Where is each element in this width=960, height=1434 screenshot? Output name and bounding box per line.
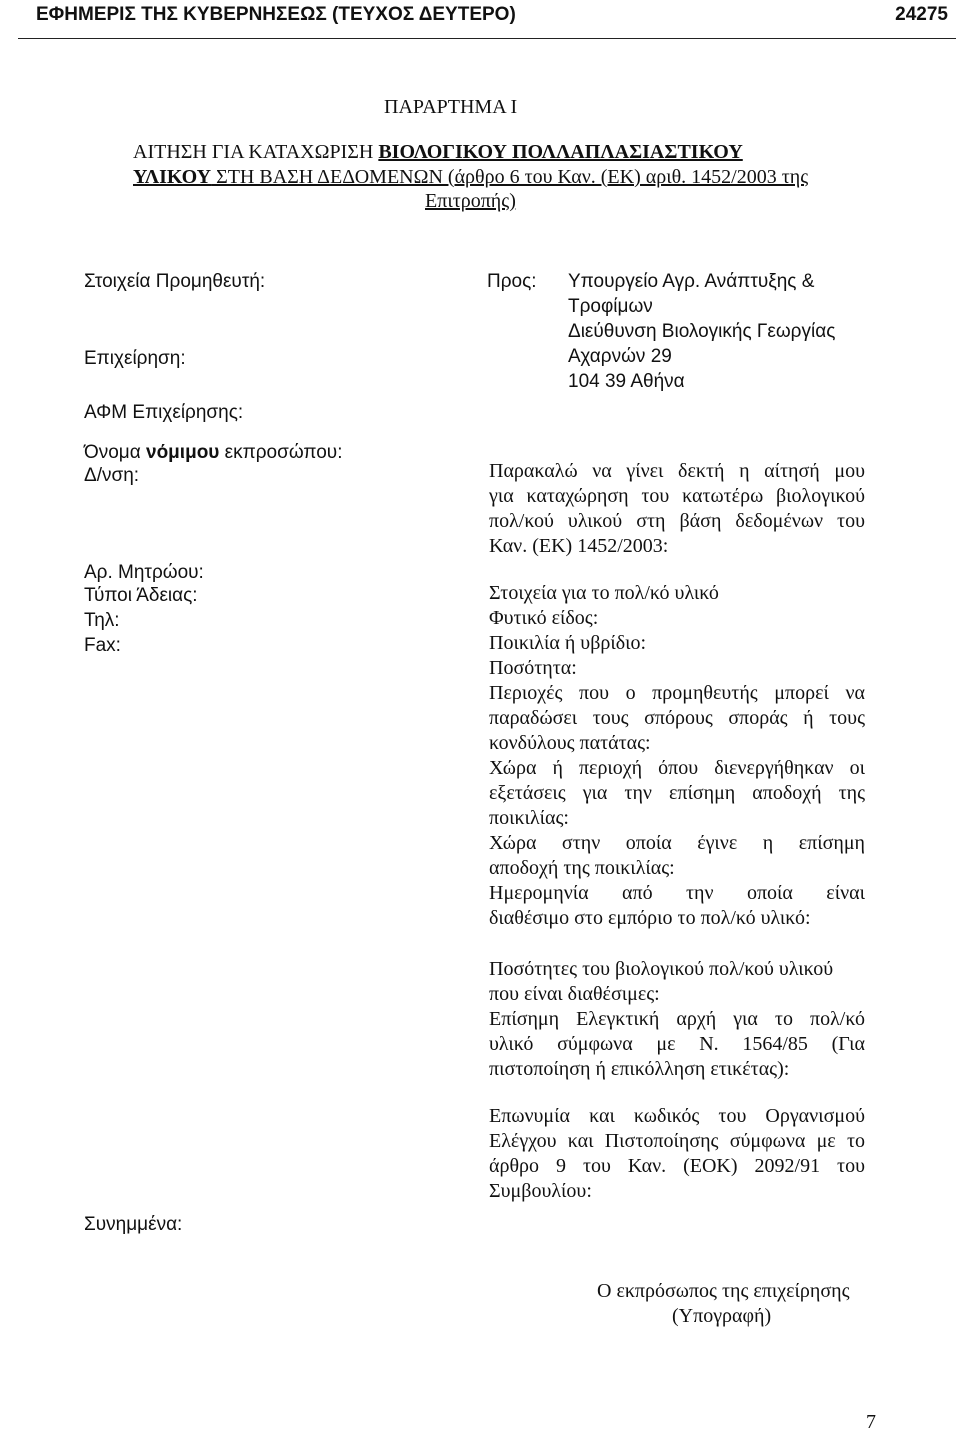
heading-emphasis: ΒΙΟΛΟΓΙΚΟΥ ΠΟΛΛΑΠΛΑΣΙΑΣΤΙΚΟΥ [378,141,743,163]
business-label: Επιχείρηση: [84,348,186,369]
recipient-line1: Υπουργείο Αγρ. Ανάπτυξης & [568,271,815,292]
date-line1: Ημερομηνία από την οποία είναι [489,882,865,904]
tests-line1: Χώρα ή περιοχή όπου διενεργήθηκαν οι [489,757,865,779]
supplier-heading: Στοιχεία Προμηθευτή: [84,271,266,292]
recipient-line2: Τροφίμων [568,296,653,317]
annex-heading-line2 [133,165,808,189]
annex-title: ΠΑΡΑΡΤΗΜΑ Ι [384,96,518,118]
fax-label: Fax: [84,635,121,656]
annex-heading-line3: Επιτροπής) [425,190,516,212]
control-body-line4: Συμβουλίου: [489,1180,592,1202]
control-body-line1: Επωνυμία και κωδικός του Οργανισμού [489,1105,865,1127]
license-types-label: Τύποι Άδειας: [84,585,198,606]
footer-mark: 7 [866,1411,876,1433]
material-heading: Στοιχεία για το πολ/κό υλικό [489,582,719,604]
header-rule [18,38,956,39]
rep-suffix: εκπροσώπου: [219,442,343,463]
regions-line3: κονδύλους πατάτας: [489,732,651,754]
signature-line1: Ο εκπρόσωπος της επιχείρησης [597,1280,850,1302]
representative-label [84,441,342,465]
regions-line2: παραδώσει τους σπόρους σποράς ή τους [489,707,865,729]
signature-line2: (Υπογραφή) [672,1305,772,1327]
tests-line3: ποικιλίας: [489,807,569,829]
request-line2: για καταχώρηση του κατωτέρω βιολογικού [489,485,865,507]
gazette-title: ΕΦΗΜΕΡΙΣ ΤΗΣ ΚΥΒΕΡΝΗΣΕΩΣ (ΤΕΥΧΟΣ ΔΕΥΤΕΡΟ) [36,4,516,25]
vat-label: ΑΦΜ Επιχείρησης: [84,402,244,423]
regions-line1: Περιοχές που ο προμηθευτής μπορεί να [489,682,865,704]
phone-label: Τηλ: [84,610,120,631]
rep-prefix: Όνομα [84,442,146,463]
request-line1: Παρακαλώ να γίνει δεκτή η αίτησή μου [489,460,865,482]
acceptance-line1: Χώρα στην οποία έγινε η επίσημη [489,832,865,854]
rep-bold: νόμιμου [146,442,220,463]
availability-line4: υλικό σύμφωνα με Ν. 1564/85 (Για [489,1033,865,1055]
control-body-line3: άρθρο 9 του Καν. (ΕΟΚ) 2092/91 του [489,1155,865,1177]
recipient-line4: Αχαρνών 29 [568,346,672,367]
heading-part: ΑΙΤΗΣΗ ΓΙΑ ΚΑΤΑΧΩΡΙΣΗ [133,141,379,163]
address-label: Δ/νση: [84,465,140,486]
control-body-line2: Ελέγχου και Πιστοποίησης σύμφωνα με το [489,1130,865,1152]
availability-line2: που είναι διαθέσιμες: [489,983,660,1005]
quantity-label: Ποσότητα: [489,657,577,679]
recipient-line3: Διεύθυνση Βιολογικής Γεωργίας [568,321,836,342]
availability-line5: πιστοποίηση ή επικόλληση ετικέτας): [489,1058,790,1080]
reg-no-label: Αρ. Μητρώου: [84,562,204,583]
to-label: Προς: [487,271,537,292]
recipient-line5: 104 39 Αθήνα [568,371,685,392]
date-line2: διαθέσιμο στο εμπόριο το πολ/κό υλικό: [489,907,811,929]
request-line4: Καν. (ΕΚ) 1452/2003: [489,535,669,557]
annex-heading-line1 [133,140,743,164]
availability-line3: Επίσημη Ελεγκτική αρχή για το πολ/κό [489,1008,865,1030]
species-label: Φυτικό είδος: [489,607,599,629]
request-line3: πολ/κού υλικού στη βάση δεδομένων του [489,510,865,532]
acceptance-line2: αποδοχή της ποικιλίας: [489,857,675,879]
variety-label: Ποικιλία ή υβρίδιο: [489,632,647,654]
availability-line1: Ποσότητες του βιολογικού πολ/κού υλικού [489,958,834,980]
heading-part: ΣΤΗ ΒΑΣΗ ΔΕΔΟΜΕΝΩΝ (άρθρο 6 του Καν. (ΕΚ) αριθ. 1452/2003 της [211,166,809,188]
heading-emphasis: ΥΛΙΚΟΥ [133,166,212,188]
attachments-label: Συνημμένα: [84,1214,183,1235]
page-number: 24275 [895,4,948,25]
tests-line2: εξετάσεις για την επίσημη αποδοχή της [489,782,865,804]
